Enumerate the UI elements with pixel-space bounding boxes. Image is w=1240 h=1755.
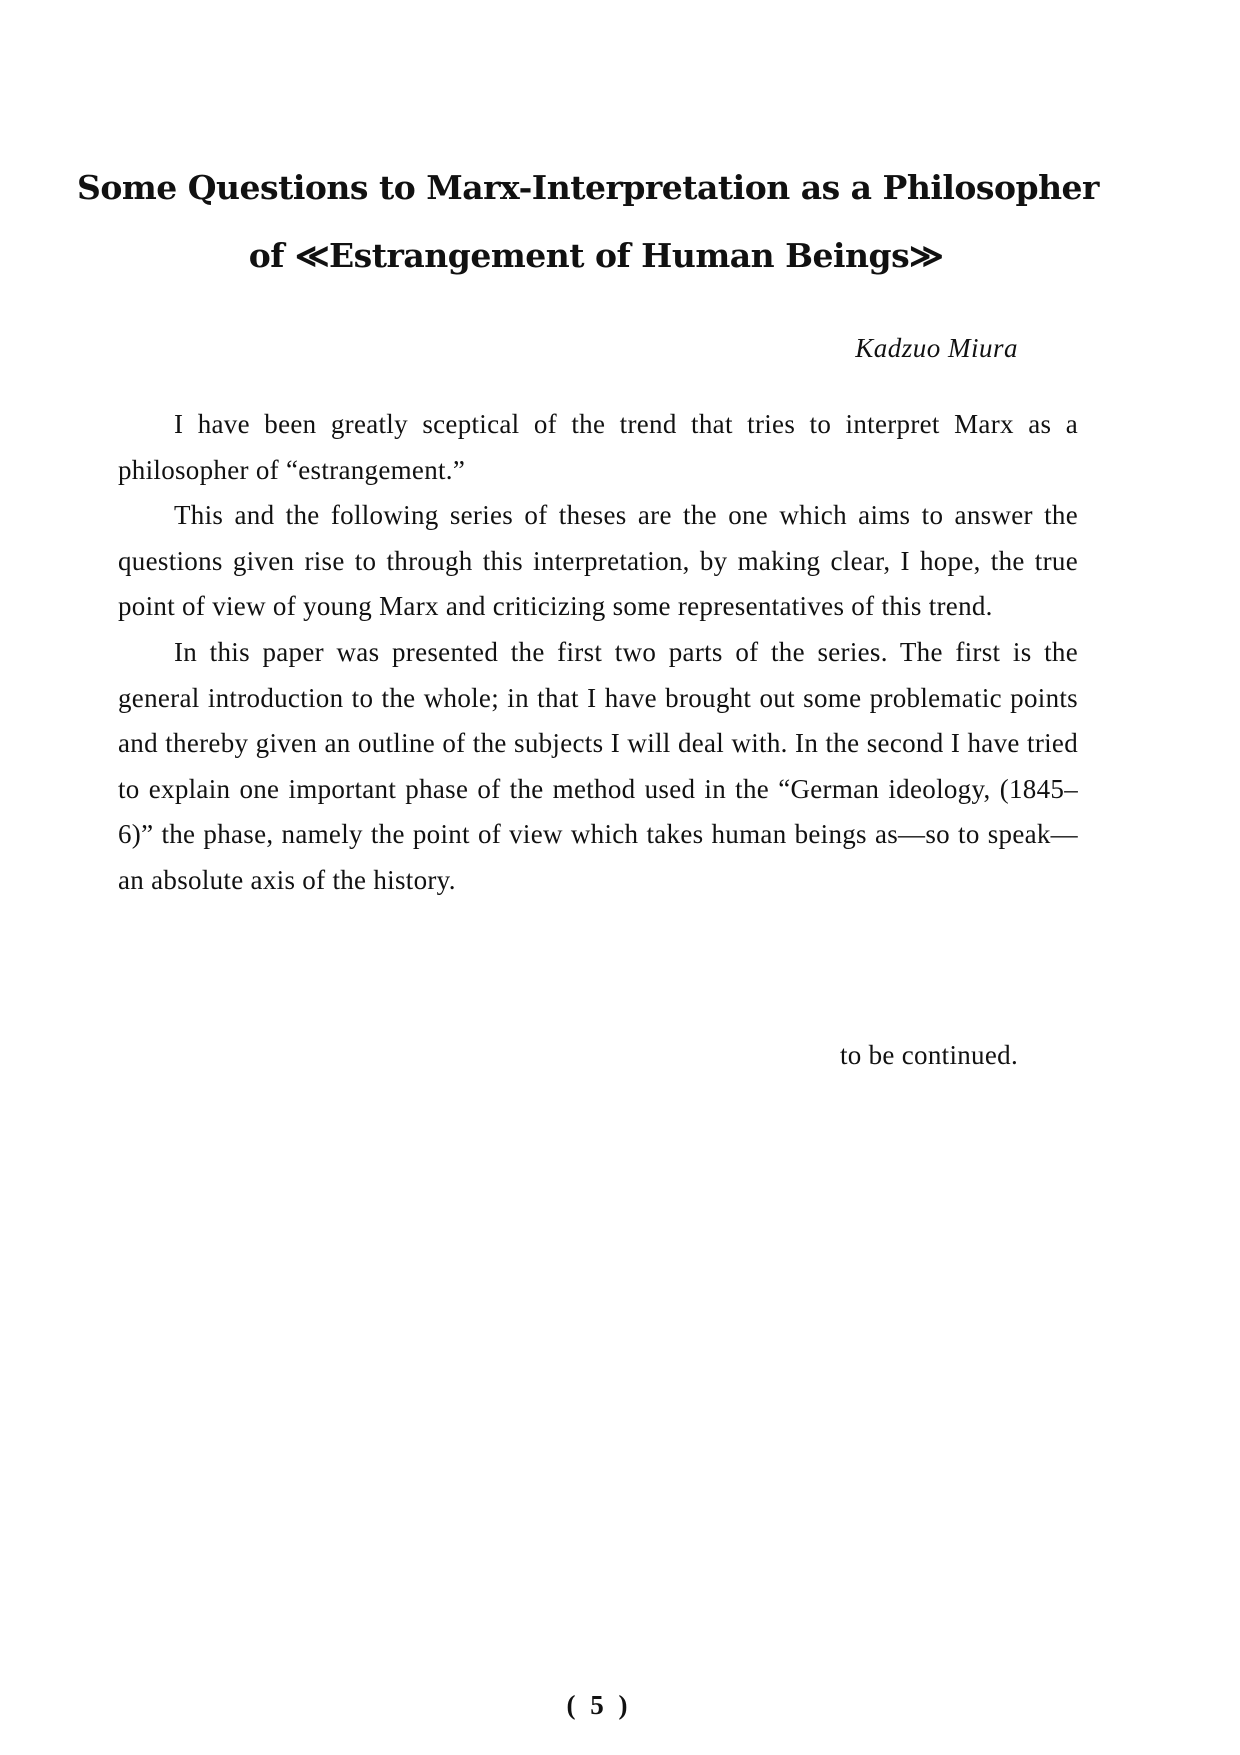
author-name: Kadzuo Miura — [855, 333, 1018, 363]
paragraph: I have been greatly sceptical of the trend that tries to interpret Marx as a philosopher of “estrangement.” — [118, 409, 1078, 485]
paragraph: In this paper was presented the first two parts of the series. The first is the general introduction to the whole; in that I have brought out some problematic points and thereby given an outline of the subjects I will deal with. In the second I have tried to explain one important phase of the method used in the “German ideology, (1845–6)” the phase, namely the point of view which takes human beings as—so to speak—an absolute axis of the history. — [118, 636, 1078, 895]
continued-note: to be continued. — [839, 1040, 1018, 1070]
paper-title-line-2: of ≪Estrangement of Human Beings≫ — [248, 236, 944, 275]
abstract-body — [118, 402, 1078, 904]
paragraph: This and the following series of theses are the one which aims to answer the questions given rise to through this interpretation, by making clear, I hope, the true point of view of young Marx and criticizing some representatives of this trend. — [118, 500, 1078, 622]
paper-title-line-1: Some Questions to Marx-Interpretation as a Philosopher — [77, 168, 1099, 207]
page-number: ( 5 ) — [566, 1690, 632, 1720]
